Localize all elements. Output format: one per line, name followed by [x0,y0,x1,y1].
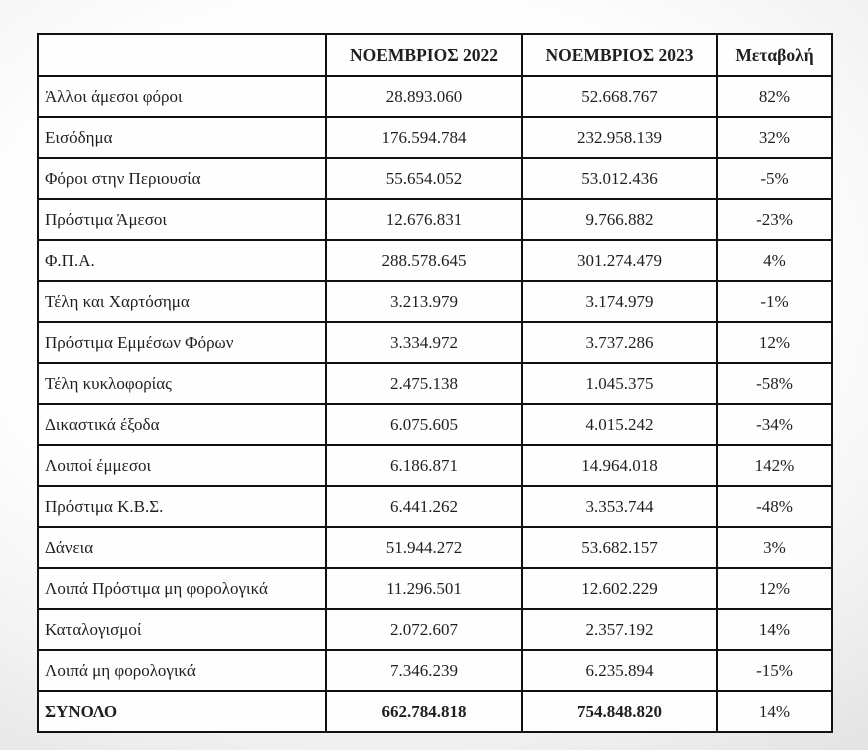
row-change: -23% [717,199,832,240]
row-label: Λοιποί έμμεσοι [38,445,326,486]
row-value-2023: 53.012.436 [522,158,717,199]
table-row [38,404,832,445]
table-row [38,445,832,486]
row-change: 142% [717,445,832,486]
row-change: 4% [717,240,832,281]
table-row-total [38,691,832,732]
row-value-2022: 2.072.607 [326,609,522,650]
row-label: Άλλοι άμεσοι φόροι [38,76,326,117]
row-value-2022: 11.296.501 [326,568,522,609]
row-value-2022: 3.334.972 [326,322,522,363]
row-value-2023: 232.958.139 [522,117,717,158]
row-value-2022: 3.213.979 [326,281,522,322]
row-value-2022: 51.944.272 [326,527,522,568]
row-value-2022: 55.654.052 [326,158,522,199]
row-change: 32% [717,117,832,158]
header-category-blank [38,34,326,76]
row-change: 82% [717,76,832,117]
row-value-2023: 12.602.229 [522,568,717,609]
row-change: 12% [717,322,832,363]
header-november-2022: ΝΟΕΜΒΡΙΟΣ 2022 [326,34,522,76]
header-november-2023: ΝΟΕΜΒΡΙΟΣ 2023 [522,34,717,76]
table-row [38,568,832,609]
row-value-2023: 52.668.767 [522,76,717,117]
row-label: Δάνεια [38,527,326,568]
row-value-2022: 7.346.239 [326,650,522,691]
row-value-2023: 754.848.820 [522,691,717,732]
row-label: Φ.Π.Α. [38,240,326,281]
row-label: Εισόδημα [38,117,326,158]
row-value-2023: 301.274.479 [522,240,717,281]
row-label: Τέλη κυκλοφορίας [38,363,326,404]
header-change: Μεταβολή [717,34,832,76]
row-value-2022: 28.893.060 [326,76,522,117]
table-row [38,486,832,527]
row-change: 14% [717,609,832,650]
revenue-comparison-table [37,33,833,733]
table-row [38,199,832,240]
table-row [38,76,832,117]
table-row [38,609,832,650]
table-row [38,322,832,363]
row-value-2023: 6.235.894 [522,650,717,691]
row-value-2022: 6.441.262 [326,486,522,527]
row-value-2022: 176.594.784 [326,117,522,158]
row-label: Πρόστιμα Εμμέσων Φόρων [38,322,326,363]
row-change: 12% [717,568,832,609]
row-value-2023: 9.766.882 [522,199,717,240]
row-label: Δικαστικά έξοδα [38,404,326,445]
row-value-2023: 3.174.979 [522,281,717,322]
row-change: -48% [717,486,832,527]
row-value-2022: 2.475.138 [326,363,522,404]
table-row [38,527,832,568]
row-value-2023: 2.357.192 [522,609,717,650]
row-value-2023: 4.015.242 [522,404,717,445]
row-label: ΣΥΝΟΛΟ [38,691,326,732]
row-label: Πρόστιμα Κ.Β.Σ. [38,486,326,527]
table-body [38,76,832,732]
row-value-2022: 288.578.645 [326,240,522,281]
row-value-2023: 3.737.286 [522,322,717,363]
row-change: 3% [717,527,832,568]
table-row [38,650,832,691]
table-row [38,363,832,404]
row-change: -58% [717,363,832,404]
row-value-2023: 14.964.018 [522,445,717,486]
row-value-2022: 6.075.605 [326,404,522,445]
row-change: -1% [717,281,832,322]
row-value-2023: 1.045.375 [522,363,717,404]
row-value-2023: 53.682.157 [522,527,717,568]
row-value-2022: 12.676.831 [326,199,522,240]
row-change: -34% [717,404,832,445]
row-label: Λοιπά μη φορολογικά [38,650,326,691]
row-label: Πρόστιμα Άμεσοι [38,199,326,240]
table-header [38,34,832,76]
row-label: Φόροι στην Περιουσία [38,158,326,199]
row-change: -15% [717,650,832,691]
table-row [38,240,832,281]
table-row [38,158,832,199]
row-label: Καταλογισμοί [38,609,326,650]
row-label: Λοιπά Πρόστιμα μη φορολογικά [38,568,326,609]
row-change: 14% [717,691,832,732]
header-row [38,34,832,76]
row-label: Τέλη και Χαρτόσημα [38,281,326,322]
row-value-2022: 662.784.818 [326,691,522,732]
table-row [38,117,832,158]
row-value-2022: 6.186.871 [326,445,522,486]
row-value-2023: 3.353.744 [522,486,717,527]
table-row [38,281,832,322]
row-change: -5% [717,158,832,199]
